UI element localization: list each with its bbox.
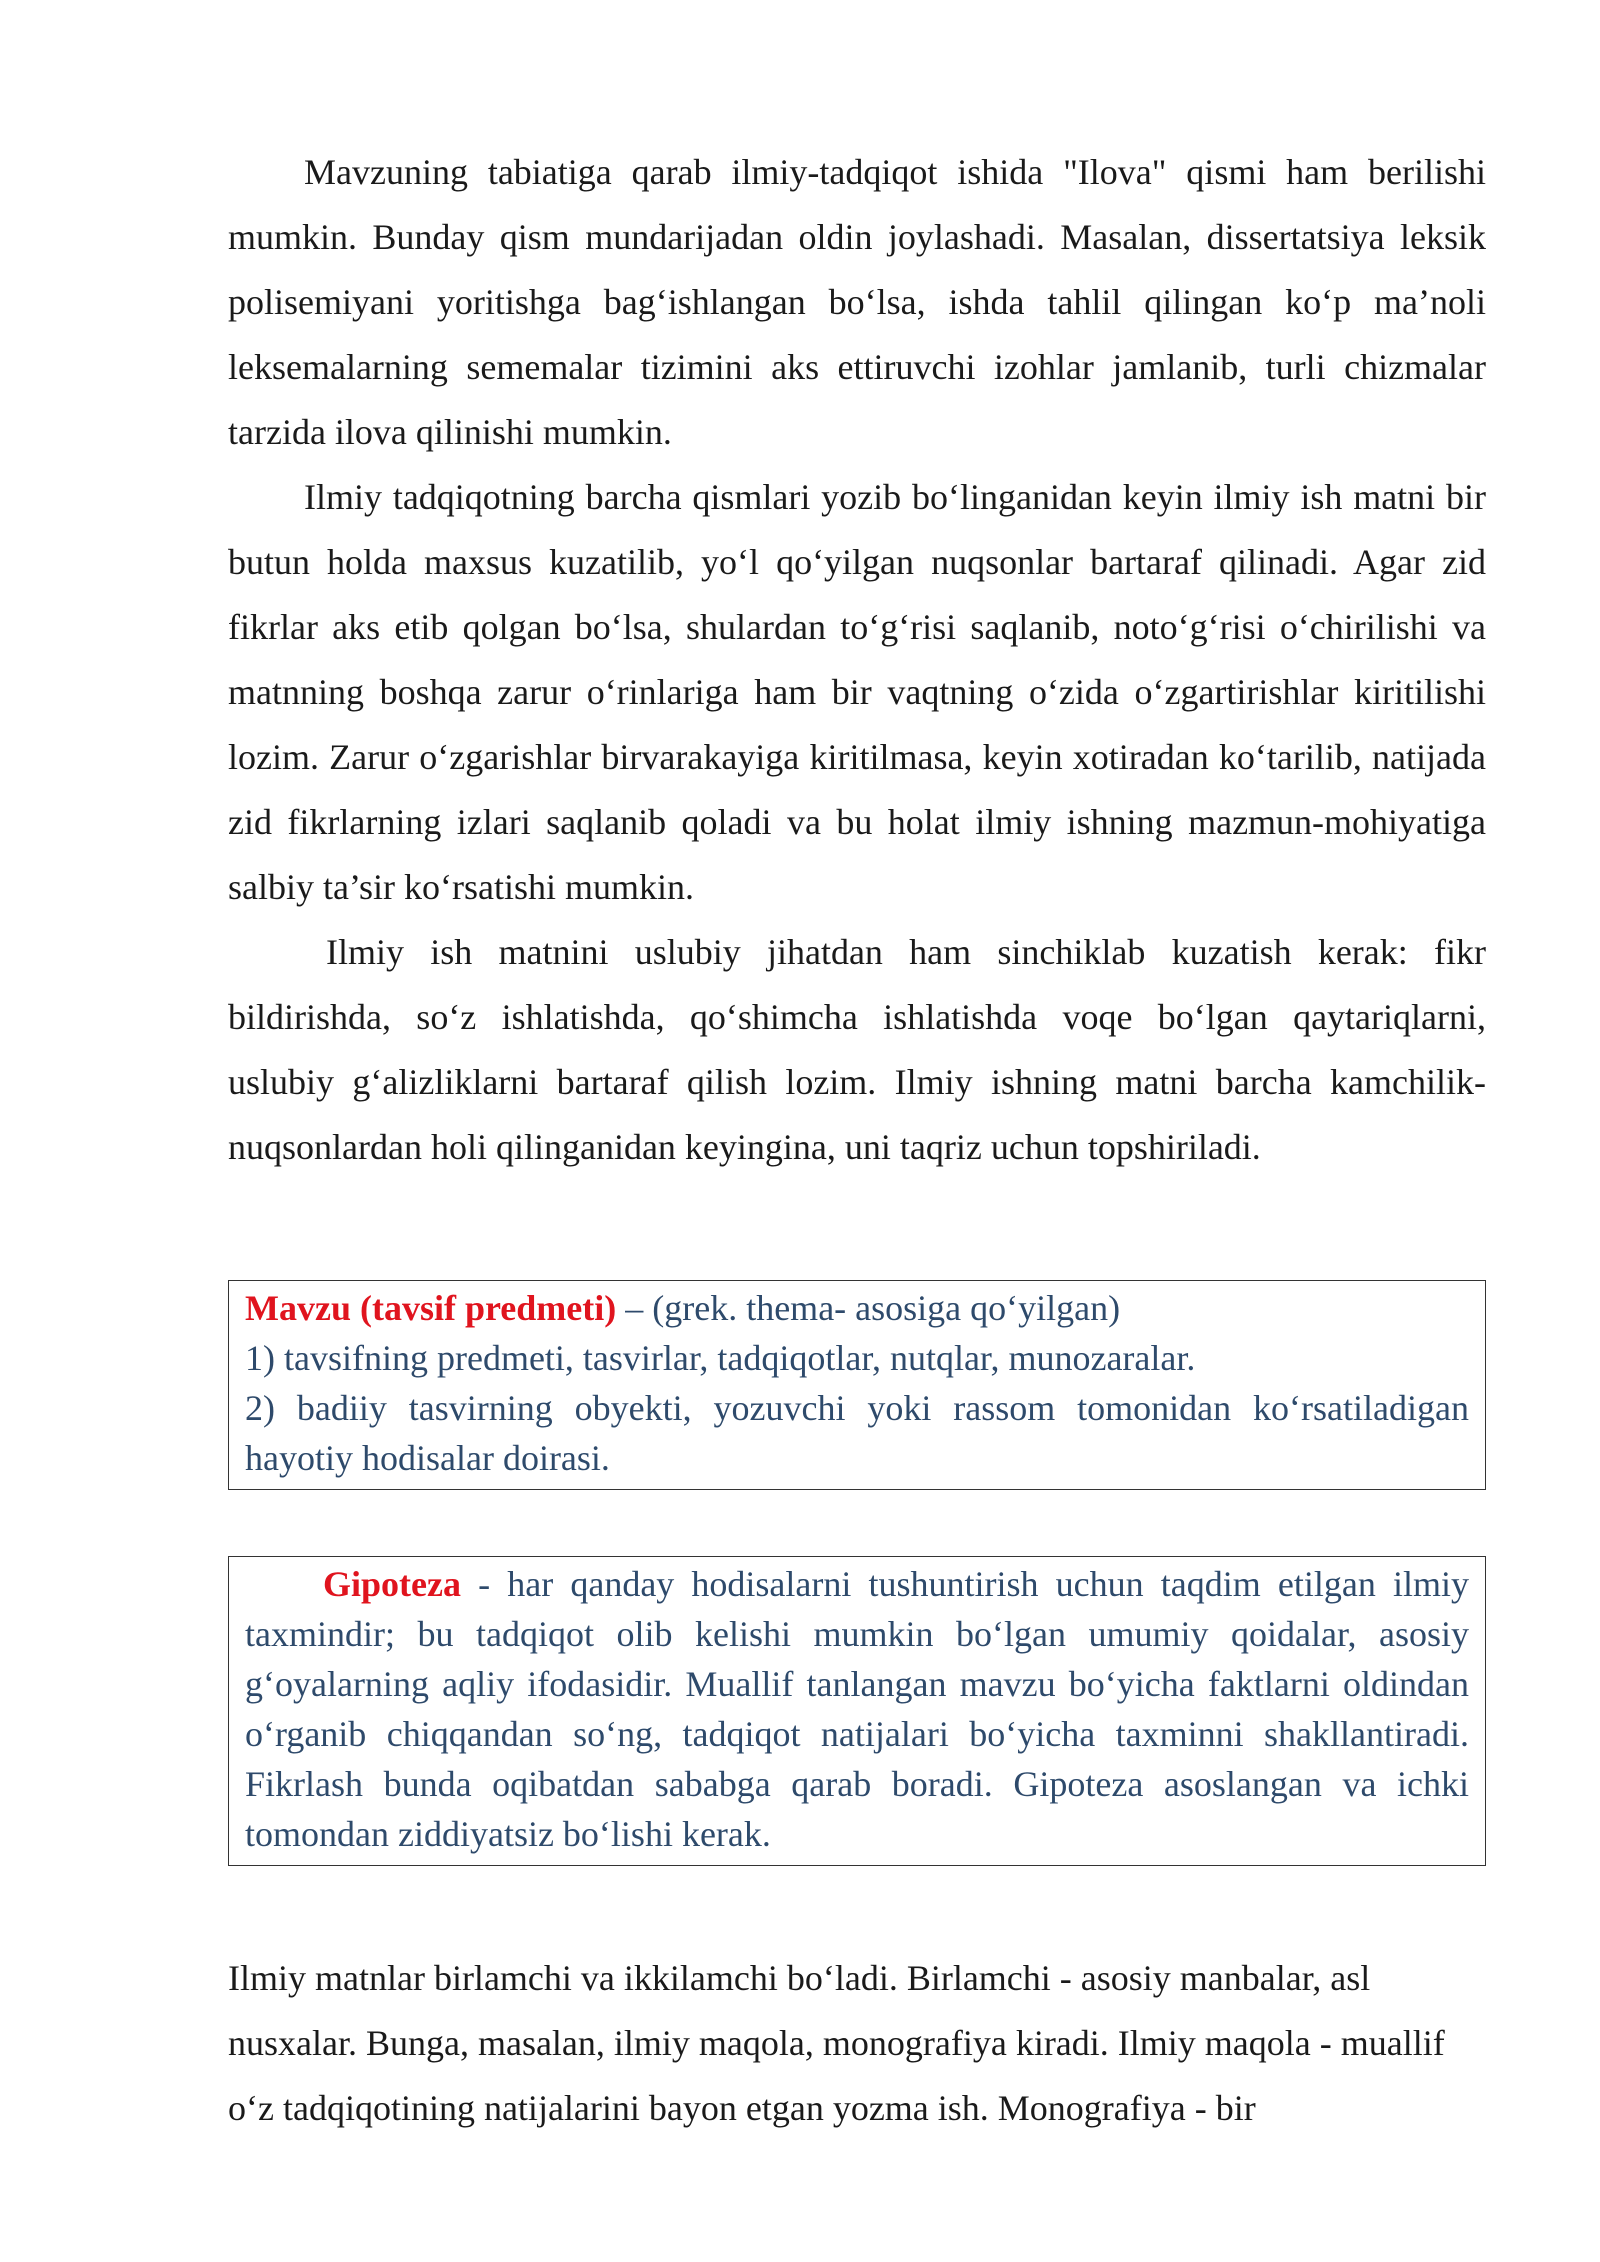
definition-mavzu-etymology: – (grek. thema- asosiga qo‘yilgan) bbox=[616, 1288, 1121, 1328]
definition-mavzu-heading bbox=[245, 1283, 1469, 1333]
definition-gipoteza-body bbox=[245, 1559, 1469, 1859]
paragraph-tadqiqot-qismlari: Ilmiy tadqiqotning barcha qismlari yozib bo‘linganidan keyin ilmiy ish matni bir butun holda maxsus kuzatilib, yo‘l qo‘yilgan nuqsonlar bartaraf qilinadi. Agar zid fikrlar aks etib qolgan bo‘lsa, shulardan to‘g‘risi saqlanib, noto‘g‘risi o‘chirilishi va matnning boshqa zarur o‘rinlariga ham bir vaqtning o‘zida o‘zgartirishlar kiritilishi lozim. Zarur o‘zgarishlar birvarakayiga kiritilmasa, keyin xotiradan ko‘tarilib, natijada zid fikrlarning izlari saqlanib qoladi va bu holat ilmiy ishning mazmun-mohiyatiga salbiy ta’sir ko‘rsatishi mumkin. bbox=[228, 477, 1486, 907]
definition-gipoteza-text: - har qanday hodisalarni tushuntirish uchun taqdim etilgan ilmiy taxmindir; bu tadqiqot olib kelishi mumkin bo‘lgan umumiy qoidalar, asosiy g‘oyalarning aqliy ifodasidir. Muallif tanlangan mavzu bo‘yicha faktlarni oldindan o‘rganib chiqqandan so‘ng, tadqiqot natijalari bo‘yicha taxminni shakllantiradi. Fikrlash bunda oqibatdan sababga qarab boradi. Gipoteza asoslangan va ichki tomondan ziddiyatsiz bo‘lishi kerak. bbox=[245, 1564, 1469, 1854]
paragraph-uslubiy-kuzatish: Ilmiy ish matnini uslubiy jihatdan ham sinchiklab kuzatish kerak: fikr bildirishda, so‘z ishlatishda, qo‘shimcha ishlatishda voqe bo‘lgan qaytariqlarni, uslubiy g‘alizliklarni bartaraf qilish lozim. Ilmiy ishning matni barcha kamchilik-nuqsonlardan holi qilinganidan keyingina, uni taqriz uchun topshiriladi. bbox=[228, 932, 1486, 1167]
definition-term-gipoteza: Gipoteza bbox=[323, 1564, 461, 1604]
document-page bbox=[228, 140, 1486, 2141]
definition-mavzu-item-2: 2) badiiy tasvirning obyekti, yozuvchi yoki rassom tomonidan ko‘rsatiladigan hayotiy hodisalar doirasi. bbox=[245, 1388, 1469, 1478]
paragraph-ilmiy-matnlar: Ilmiy matnlar birlamchi va ikkilamchi bo‘ladi. Birlamchi - asosiy manbalar, asl nusxalar. Bunga, masalan, ilmiy maqola, monografiya kiradi. Ilmiy maqola - muallif o‘z tadqiqotining natijalarini bayon etgan yozma ish. Monografiya - bir bbox=[228, 1958, 1445, 2128]
definition-box-mavzu bbox=[228, 1280, 1486, 1490]
paragraph-ilova: Mavzuning tabiatiga qarab ilmiy-tadqiqot ishida "Ilova" qismi ham berilishi mumkin. Bunday qism mundarijadan oldin joylashadi. Masalan, dissertatsiya leksik polisemiyani yoritishga bag‘ishlangan bo‘lsa, ishda tahlil qilingan ko‘p ma’noli leksemalarning sememalar tizimini aks ettiruvchi izohlar jamlanib, turli chizmalar tarzida ilova qilinishi mumkin. bbox=[228, 152, 1486, 452]
definition-box-gipoteza bbox=[228, 1556, 1486, 1866]
definition-mavzu-item-1: 1) tavsifning predmeti, tasvirlar, tadqiqotlar, nutqlar, munozaralar. bbox=[245, 1338, 1196, 1378]
definition-term-mavzu: Mavzu (tavsif predmeti) bbox=[245, 1288, 617, 1328]
